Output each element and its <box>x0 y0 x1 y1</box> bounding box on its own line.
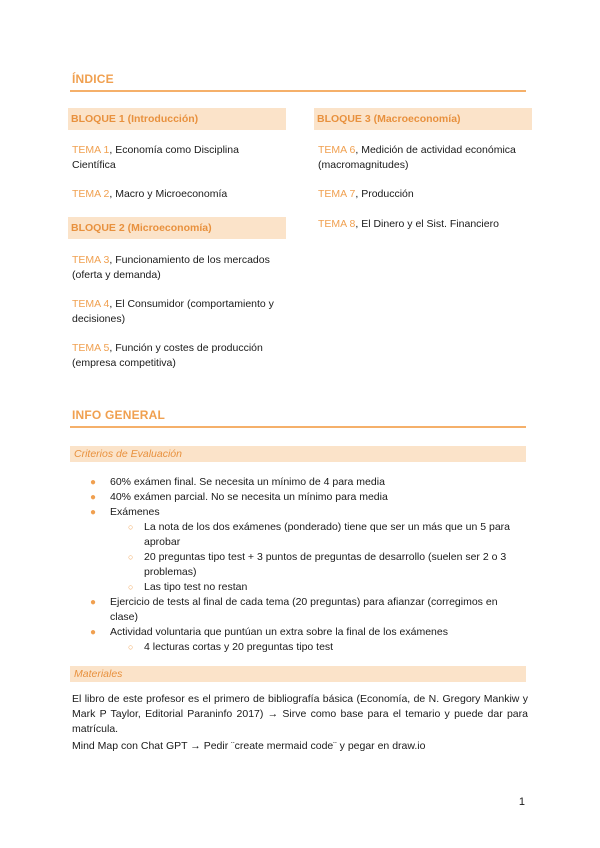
tema-8-number: TEMA 8 <box>318 218 356 230</box>
list-item <box>70 475 526 490</box>
tema-3-number: TEMA 3 <box>72 254 110 266</box>
tema-2-number: TEMA 2 <box>72 188 110 200</box>
list-item <box>70 505 526 520</box>
list-item-text: 60% exámen final. Se necesita un mínimo de 4 para media <box>110 476 385 488</box>
tema-4-text: , El Consumidor (comportamiento y decisiones) <box>72 298 274 325</box>
bloque-2-header: BLOQUE 2 (Microeconomía) <box>68 217 286 239</box>
tema-6-text: , Medición de actividad económica (macromagnitudes) <box>318 144 516 171</box>
tema-5 <box>72 341 284 371</box>
bloque-3-header: BLOQUE 3 (Macroeconomía) <box>314 108 532 130</box>
list-item-text: Actividad voluntaria que puntúan un extra sobre la final de los exámenes <box>110 626 448 638</box>
bloque-1-header: BLOQUE 1 (Introducción) <box>68 108 286 130</box>
bullet-icon: ● <box>90 492 97 503</box>
tema-7-number: TEMA 7 <box>318 188 356 200</box>
bullet-icon: ● <box>90 597 97 608</box>
page-number: 1 <box>518 796 525 808</box>
tema-1 <box>72 143 282 173</box>
materiales-paragraph-1: El libro de este profesor es el primero de bibliografía básica (Economía, de N. Gregory Mankiw y Mark P Taylor, Editorial Paraninfo 2017) → Sirve como base para el temario y puede dar para matrícula. <box>72 693 528 735</box>
tema-5-text: , Función y costes de producción (empresa competitiva) <box>72 342 263 369</box>
sub-list-item-text: 4 lecturas cortas y 20 preguntas tipo test <box>144 641 334 653</box>
indice-rule <box>70 90 526 92</box>
tema-2 <box>72 187 282 202</box>
materiales-paragraph-2: Mind Map con Chat GPT → Pedir ¨create mermaid code¨ y pegar en draw.io <box>72 740 426 752</box>
tema-6 <box>318 143 530 173</box>
bullet-icon: ● <box>90 627 97 638</box>
list-item <box>70 625 526 640</box>
tema-7 <box>318 187 530 202</box>
tema-4-number: TEMA 4 <box>72 298 110 310</box>
sub-list-item-text: Las tipo test no restan <box>144 581 248 593</box>
tema-6-number: TEMA 6 <box>318 144 356 156</box>
sub-list-item-text: La nota de los dos exámenes (ponderado) tiene que ser un más que un 5 para aprobar <box>144 521 510 548</box>
indice-title: ÍNDICE <box>72 72 114 86</box>
sub-list-item <box>70 580 526 595</box>
list-item <box>70 595 526 625</box>
bullet-icon: ● <box>90 477 97 488</box>
criterios-list <box>70 475 526 655</box>
sub-list-item <box>70 520 526 550</box>
tema-1-number: TEMA 1 <box>72 144 110 156</box>
info-general-title: INFO GENERAL <box>72 408 166 422</box>
circle-bullet-icon: ○ <box>128 522 134 532</box>
circle-bullet-icon: ○ <box>128 582 134 592</box>
list-item-text: Ejercicio de tests al final de cada tema (20 preguntas) para afianzar (corregimos en clase) <box>110 596 498 623</box>
tema-8 <box>318 217 530 232</box>
list-item-text: 40% exámen parcial. No se necesita un mínimo para media <box>110 491 388 503</box>
bullet-icon: ● <box>90 507 97 518</box>
tema-2-text: , Macro y Microeconomía <box>109 188 228 200</box>
criterios-header: Criterios de Evaluación <box>70 446 526 462</box>
tema-7-text: , Producción <box>355 188 414 200</box>
list-item <box>70 490 526 505</box>
sub-list-item <box>70 640 526 655</box>
tema-3 <box>72 253 284 283</box>
sub-list-item-text: 20 preguntas tipo test + 3 puntos de preguntas de desarrollo (suelen ser 2 o 3 problemas) <box>144 551 507 578</box>
materiales-header: Materiales <box>70 666 526 682</box>
sub-list-item <box>70 550 526 580</box>
info-general-rule <box>70 426 526 428</box>
tema-1-text: , Economía como Disciplina Científica <box>72 144 239 171</box>
circle-bullet-icon: ○ <box>128 642 134 652</box>
tema-4 <box>72 297 284 327</box>
tema-8-text: , El Dinero y el Sist. Financiero <box>355 218 499 230</box>
tema-5-number: TEMA 5 <box>72 342 110 354</box>
circle-bullet-icon: ○ <box>128 552 134 562</box>
list-item-text: Exámenes <box>110 506 160 518</box>
tema-3-text: , Funcionamiento de los mercados (oferta y demanda) <box>72 254 270 281</box>
